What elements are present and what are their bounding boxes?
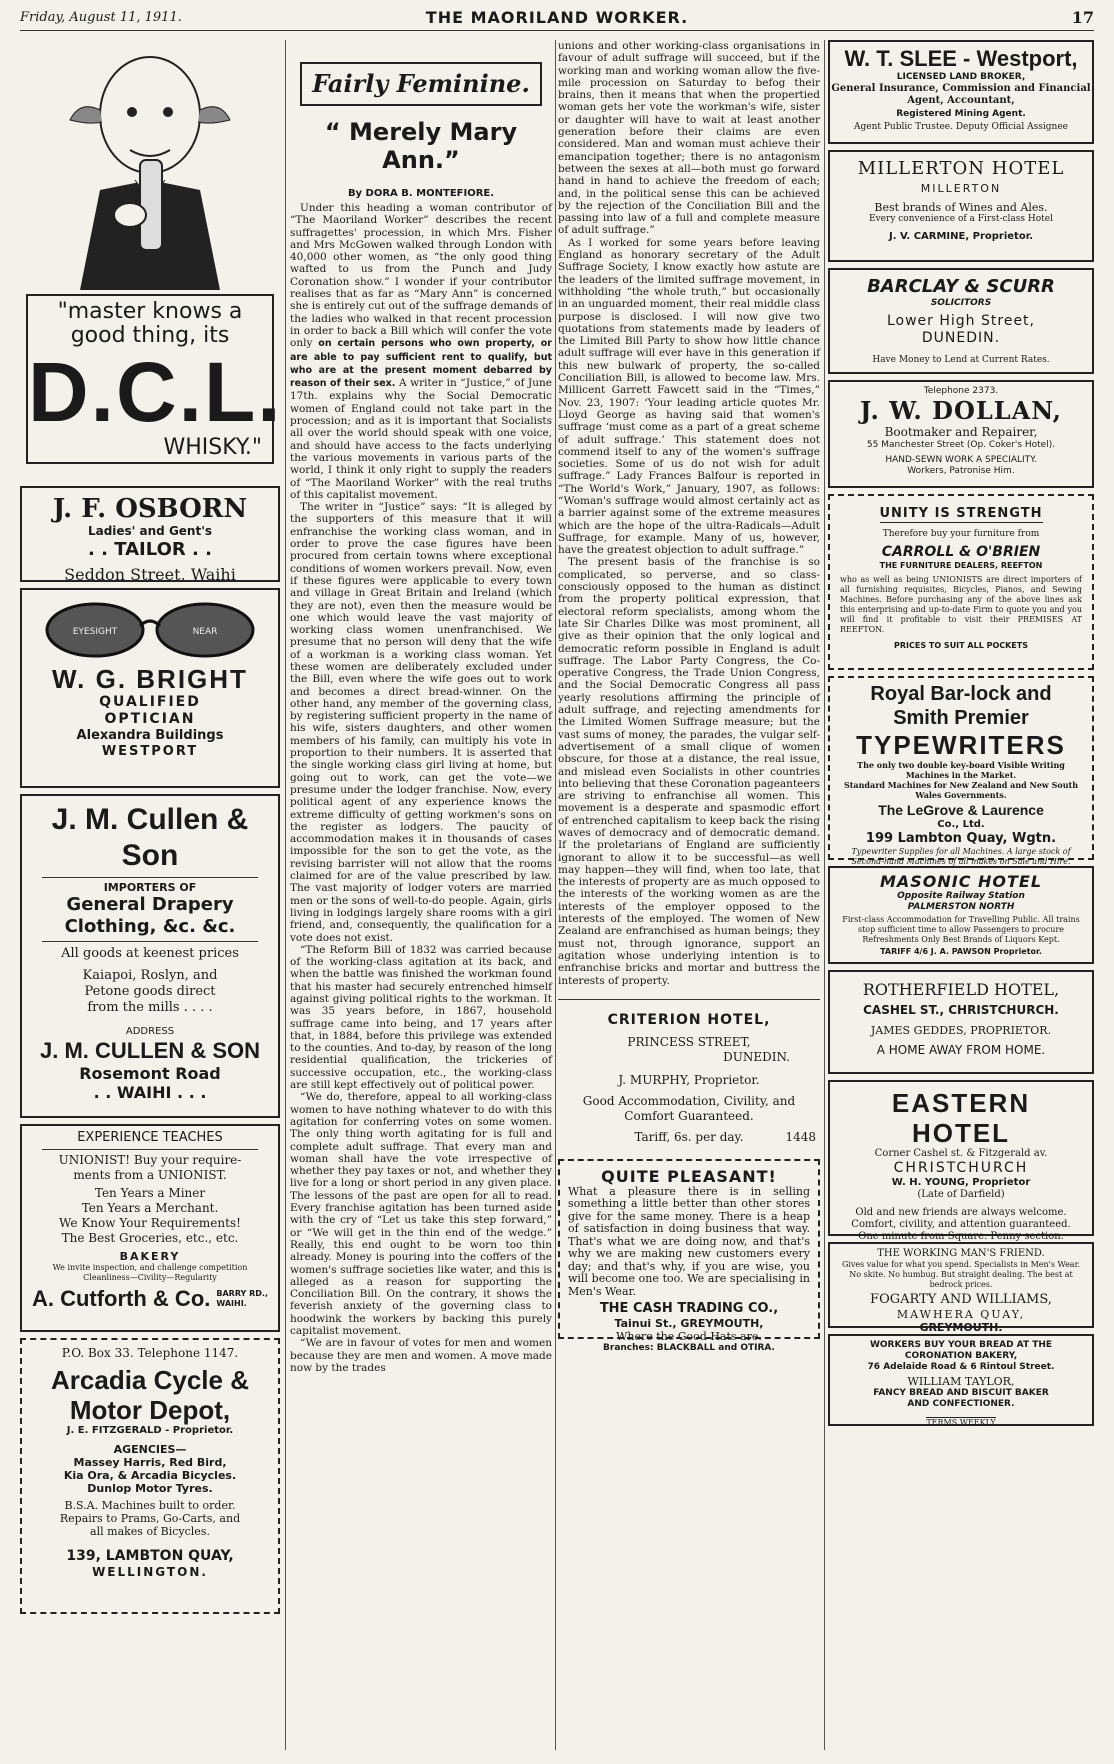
- ad-masonic-hotel: [828, 866, 1094, 964]
- royal-name-3: TYPEWRITERS: [856, 730, 1066, 760]
- millerton-place: MILLERTON: [920, 182, 1002, 195]
- osborn-address: Seddon Street, Waihi: [64, 565, 236, 584]
- cullen-goods-2: Clothing, &c. &c.: [64, 916, 236, 937]
- millerton-line-2: Every convenience of a First-class Hotel: [869, 214, 1053, 224]
- arcadia-agency-1: Massey Harris, Red Bird,: [73, 1456, 227, 1469]
- experience-line-1: UNIONIST! Buy your require-: [58, 1153, 242, 1167]
- ad-cullen-drapery: [20, 794, 280, 1118]
- article-para: The writer in “Justice” says: “It is alleged by the supporters of this measure that it will enfranchise the working class woman, and in order to prove the case figures have been procured from certain towns where exceptional conditions of women workers prevail. Now, even if these figures were applicable to every town and village in Great Britain and Ireland (which they are not), even then the measure would be one which would leave the vast majority of working class women unenfranchised. We presume that no person will deny that the wife of a workman is a working class woman. Yet these women are deliberately excluded under the Bill, even where the wife goes out to work and becomes a direct bread-winner. On the other hand, any member of the governing class, by registering sufficient property in the name of his wife, sisters daughters, and other women members of his family, can multiply his vote in proportion to their numbers. It is asserted that the single working class girl living at home, but going out to work, can get the vote—we presume under the lodger franchise. Now, every political agent of any experience knows the extreme difficulty of getting workmen's sons on the register as lodgers. The paucity of accommodation makes it in thousands of cases impossible for the son to get the vote, as the revising barrister will not allow that the rooms claimed for are of the value prescribed by law. The vast majority of lodger voters are married men or the sons of well-to-do people. Again, girls living in lodgings largely share rooms with a girl friend, and, consequently, the qualification for a vote does not exist.: [290, 501, 552, 944]
- osborn-name: J. F. OSBORN: [52, 494, 248, 524]
- bakery-line-4: WILLIAM TAYLOR,: [907, 1375, 1015, 1388]
- experience-line-2: ments from a UNIONIST.: [73, 1168, 227, 1182]
- eastern-line-5: Old and new friends are always welcome. Comfort, civility, and attention guaranteed. One minute from Square. Penny section.: [851, 1207, 1071, 1242]
- cullen-importers: IMPORTERS OF: [103, 881, 197, 894]
- ad-dcl-whisky: [20, 40, 283, 480]
- cullen-name: J. M. Cullen & Son: [51, 803, 249, 872]
- millerton-proprietor: J. V. CARMINE, Proprietor.: [888, 231, 1034, 242]
- dollan-line-3: HAND-SEWN WORK A SPECIALITY.: [885, 455, 1037, 465]
- issue-date: Friday, August 11, 1911.: [20, 10, 182, 25]
- article-body-col3: [558, 40, 820, 987]
- experience-line-6: The Best Groceries, etc., etc.: [61, 1231, 239, 1245]
- fogarty-heading: THE WORKING MAN'S FRIEND.: [877, 1248, 1045, 1259]
- eastern-line-4: (Late of Darfield): [917, 1189, 1005, 1200]
- criterion-tariff-row: [558, 1130, 820, 1145]
- arcadia-proprietor: J. E. FITZGERALD - Proprietor.: [66, 1425, 234, 1436]
- criterion-tariff: Tariff, 6s. per day.: [634, 1129, 744, 1144]
- ad-bright-optician: [20, 588, 280, 788]
- barclay-line-3: DUNEDIN.: [921, 330, 1001, 346]
- masonic-line-4: TARIFF 4/6 J. A. PAWSON Proprietor.: [880, 947, 1042, 956]
- article-para: “We do, therefore, appeal to all working-class women to have nothing whatever to do with this agitation for conferring votes on some women. The only thing worth agitating for is full and complete adult suffrage. That every man and woman shall have the vote irrespective of whether they pay taxes or not, and whether they live for a long or short period in any given place. The lessons of the past are open for all to read. Every franchise agitation has been turned aside with the cry of “Let us take this step forward,” or “We will get in the thin end of the wedge.” Really, this end ought to be worn too thin already. Money is pouring into the coffers of the women's suffrage societies like water, and this is alleged as a reason for supporting the Conciliation Bill. On the contrary, it shows the feverish anxiety of the governing class to hoodwink the workers by backing this purely capitalist movement.: [290, 1091, 552, 1338]
- carroll-line-4: PRICES TO SUIT ALL POCKETS: [894, 641, 1028, 650]
- experience-heading: EXPERIENCE TEACHES: [77, 1130, 223, 1145]
- cullen-road: Rosemont Road: [79, 1064, 221, 1083]
- barclay-line-2: Lower High Street,: [886, 313, 1035, 329]
- barclay-line-1: SOLICITORS: [930, 298, 992, 308]
- barclay-line-4: Have Money to Lend at Current Rates.: [872, 355, 1050, 365]
- arcadia-city: WELLINGTON.: [92, 1565, 208, 1579]
- criterion-street: PRINCESS STREET,: [627, 1034, 751, 1049]
- osborn-sub: Ladies' and Gent's: [87, 524, 213, 538]
- lens-left-label: EYESIGHT: [72, 627, 118, 637]
- section-title: Fairly Feminine.: [312, 69, 530, 98]
- royal-desc-3: Typewriter Supplies for all Machines. A large stock of Second-hand Machines of all makes on Sale and Hire.: [851, 847, 1071, 866]
- criterion-city: DUNEDIN.: [723, 1049, 790, 1064]
- cutforth-addr-1: BARRY RD.,: [216, 1289, 269, 1298]
- fogarty-line-2: MAWHERA QUAY,: [896, 1308, 1026, 1321]
- column-3: [558, 40, 820, 1354]
- column-2-article: [290, 40, 552, 1374]
- cullen-name-2: J. M. CULLEN & SON: [39, 1038, 260, 1063]
- carroll-line-1: Therefore buy your furniture from: [882, 529, 1040, 539]
- dollan-name: J. W. DOLLAN,: [860, 396, 1062, 425]
- dollan-line-2: 55 Manchester Street (Op. Coker's Hotel).: [866, 440, 1056, 450]
- experience-line-4: Ten Years a Merchant.: [81, 1201, 219, 1215]
- rotherfield-line-1: CASHEL ST., CHRISTCHURCH.: [863, 1003, 1059, 1017]
- ad-coronation-bakery: [828, 1334, 1094, 1426]
- cash-tagline: Where the Good Hats are.: [616, 1330, 762, 1344]
- fogarty-name: FOGARTY AND WILLIAMS,: [870, 1292, 1052, 1307]
- arcadia-agencies: AGENCIES—: [113, 1443, 187, 1456]
- ad-royal-typewriters: [828, 676, 1094, 866]
- slee-line-5: Agent Public Trustee. Deputy Official Assignee: [853, 122, 1068, 132]
- dcl-slogan-line-2: good thing, its: [70, 323, 230, 348]
- ad-dollan-bootmaker: [828, 380, 1094, 488]
- carroll-line-3: who as well as being UNIONISTS are direct importers of all furnishing requisites, Bicycles, Pianos, and Sewing Machines. Before purchasing any of the above lines ask this enterprising and up-to-date Firm to quote you and you will find it profitable to visit their PREMISES AT REEFTON.: [840, 575, 1082, 634]
- slee-line-3: Agent, Accountant,: [907, 95, 1015, 106]
- column-rule: [824, 40, 825, 1750]
- article-title: “ Merely Mary Ann.”: [324, 118, 518, 174]
- column-rule: [555, 40, 556, 1750]
- carroll-heading: UNITY IS STRENGTH: [879, 506, 1043, 521]
- bakery-line-5: FANCY BREAD AND BISCUIT BAKER: [873, 1388, 1049, 1398]
- ad-cash-trading: [558, 1159, 820, 1354]
- page-number: 17: [1071, 8, 1094, 27]
- bright-optician: OPTICIAN: [104, 711, 196, 727]
- cash-heading: QUITE PLEASANT!: [601, 1166, 777, 1186]
- millerton-name: MILLERTON HOTEL: [857, 158, 1065, 179]
- osborn-trade: . . TAILOR . .: [88, 539, 212, 560]
- ad-cutforth-grocers: [20, 1124, 280, 1332]
- arcadia-name-1: Arcadia Cycle &: [51, 1365, 249, 1395]
- ad-criterion-hotel: [558, 999, 820, 1145]
- dcl-slogan-line-1: "master knows a: [57, 299, 243, 324]
- arcadia-agency-2: Kia Ora, & Arcadia Bicycles.: [63, 1469, 237, 1482]
- carroll-line-2: THE FURNITURE DEALERS, REEFTON: [879, 561, 1043, 570]
- experience-invite: We invite inspection, and challenge competition: [52, 1263, 248, 1272]
- paper-title: THE MAORILAND WORKER.: [425, 8, 689, 27]
- rotherfield-name: ROTHERFIELD HOTEL,: [862, 980, 1060, 999]
- cullen-mills-3: from the mills . . . .: [87, 1000, 213, 1015]
- ad-carroll-obrien: [828, 494, 1094, 670]
- arcadia-note-1: B.S.A. Machines built to order.: [64, 1499, 236, 1512]
- ad-millerton-hotel: [828, 150, 1094, 262]
- section-banner: [300, 62, 542, 106]
- bakery-line-1: WORKERS BUY YOUR BREAD AT THE: [869, 1340, 1053, 1350]
- bakery-line-6: AND CONFECTIONER.: [907, 1399, 1015, 1409]
- cash-address: Tainui St., GREYMOUTH,: [614, 1317, 764, 1331]
- ad-barclay-scurr: [828, 268, 1094, 374]
- criterion-proprietor: J. MURPHY, Proprietor.: [618, 1072, 760, 1087]
- ad-eastern-hotel: [828, 1080, 1094, 1242]
- article-para: “The Reform Bill of 1832 was carried because of the working-class agitation at its back, and when the battle was finished the workman found that his master had securely entrenched himself against giving political rights to the workman. It was 35 years before, in 1867, household suffrage came into being, and 17 years after that, in 1884, before this privilege was extended to the counties. And to-day, by reason of the long residential qualification, the trickeries of successive occupation, etc., the working-class are still kept effectively out of political power.: [290, 943, 552, 1092]
- arcadia-name-2: Motor Depot,: [69, 1395, 231, 1425]
- fogarty-line-1: Gives value for what you spend. Specialists in Men's Wear. No skite. No humbug. But straight dealing. The best at bedrock prices.: [841, 1260, 1081, 1289]
- dcl-slogan-line-3: WHISKY.": [163, 435, 262, 460]
- column-rule: [285, 40, 286, 1750]
- bakery-line-2: CORONATION BAKERY,: [904, 1351, 1018, 1361]
- eastern-line-1: Corner Cashel st. & Fitzgerald av.: [874, 1148, 1048, 1159]
- cullen-goods-1: General Drapery: [66, 894, 234, 915]
- barclay-name: BARCLAY & SCURR: [867, 276, 1055, 297]
- bakery-line-7: TERMS WEEKLY: [926, 1418, 996, 1427]
- bakery-line-3: 76 Adelaide Road & 6 Rintoul Street.: [867, 1362, 1055, 1372]
- cash-branches: Branches: BLACKBALL and OTIRA.: [603, 1343, 775, 1354]
- article-body-col2: [290, 202, 552, 1374]
- dcl-slogan-panel: [26, 294, 283, 464]
- arcadia-note-3: all makes of Bicycles.: [90, 1525, 210, 1538]
- eastern-line-3: W. H. YOUNG, Proprietor: [891, 1177, 1031, 1188]
- article-emphasis: on certain persons who own property, or are able to pay sufficient rent to qualify, but who are at the present moment debarred by reason of their sex.: [290, 338, 552, 390]
- ad-arcadia-cycle: [20, 1338, 280, 1614]
- cullen-prices: All goods at keenest prices: [61, 946, 239, 961]
- ad-osborn-tailor: [20, 486, 280, 582]
- butler-illustration-icon: [20, 40, 280, 290]
- article-para: Under this heading a woman contributor of “The Maoriland Worker” describes the recent suffragettes' procession, in which Mrs. Fisher and Mrs McGowen walked through London with 40,000 other women, as “the only good thing wafted to us from the Punch and Judy Coronation show.” I wonder if your contributor realises that as far as “Mary Ann” is concerned she is entirely cut out of the suffrage demands of the ladies who walked in that recent procession in order to back a Bill which will confer the vote only: [290, 202, 552, 350]
- ad-fogarty-williams: [828, 1242, 1094, 1334]
- cullen-mills-1: Kaiapoi, Roslyn, and: [82, 968, 218, 983]
- eastern-line-2: CHRISTCHURCH: [893, 1160, 1029, 1176]
- column-1: [20, 40, 283, 1620]
- article-byline: By DORA B. MONTEFIORE.: [347, 188, 495, 199]
- bright-town: WESTPORT: [101, 744, 199, 759]
- royal-desc-1: The only two double key-board Visible Writing Machines in the Market.: [857, 760, 1065, 780]
- dollan-line-4: Workers, Patronise Him.: [907, 466, 1015, 476]
- lens-right-label: NEAR: [192, 627, 218, 637]
- royal-company: Co., Ltd.: [937, 819, 985, 830]
- experience-line-3: Ten Years a Miner: [94, 1186, 206, 1200]
- royal-firm: The LeGrove & Laurence: [878, 802, 1044, 818]
- cutforth-name: A. Cutforth & Co.: [31, 1286, 211, 1311]
- masonic-line-2: PALMERSTON NORTH: [907, 902, 1015, 912]
- article-para: A writer in “Justice,” of June 17th. explains why the Social Democratic women of England could not take part in the procession; and as it is important that Socialists all over the world should speak with one voice, and should have access to the facts underlying the various movements in various parts of the world, I think it only right to supply the readers of “The Maoriland Worker” with the real truths of this capitalist movement.: [290, 377, 552, 501]
- masonic-line-1: Opposite Railway Station: [897, 891, 1025, 901]
- cullen-mills-2: Petone goods direct: [84, 984, 216, 999]
- slee-line-2: General Insurance, Commission and Financial: [831, 83, 1091, 94]
- cullen-address-label: ADDRESS: [125, 1026, 175, 1037]
- eastern-name: EASTERN HOTEL: [891, 1088, 1031, 1148]
- royal-name-1: Royal Bar-lock and: [870, 683, 1052, 705]
- experience-line-5: We Know Your Requirements!: [59, 1216, 241, 1230]
- article-para: “We are in favour of votes for men and women because they are men and women. A move made now by the trades: [290, 1337, 552, 1374]
- royal-desc-2: Standard Machines for New Zealand and New South Wales Governments.: [843, 780, 1079, 800]
- criterion-name: CRITERION HOTEL,: [607, 1011, 771, 1028]
- masthead: [20, 8, 1094, 31]
- rotherfield-line-3: A HOME AWAY FROM HOME.: [876, 1043, 1046, 1057]
- ad-slee-broker: [828, 40, 1094, 144]
- article-para: As I worked for some years before leaving England as honorary secretary of the Adult Suffrage Society, I know exactly how astute are the leaders of the limited suffrage movement, in withholding “the whole truth,” but occasionally in an unguarded moment, their real middle class purpose is disclosed. I will now give two quotations from statements made by leaders of the Limited Bill Party to show how little chance adult suffrage will ever have in this generation if this new bulwark of property, the so-called Conciliation Bill, is allowed to become law. Mrs. Millicent Garrett Fawcett said in the “Times,” Nov. 23, 1907: ‘Your leading article quotes Mr. Lloyd George as having said that women's suffrage ‘must come as a part of a great scheme of adult suffrage.’ This statement does not commend itself to any of the women's suffrage societies. Some of us do not wish for adult suffrage.” Lady Frances Balfour is reported in “The World's Work,” January, 1907, as follows: “Woman's suffrage would almost certainly act as a barrier against some of the extreme measures which are the hope of the ultra-Radicals—Adult Suffrage, for example. Many of us, however, have the greatest objection to adult suffrage.”: [558, 236, 820, 557]
- carroll-name: CARROLL & O'BRIEN: [881, 544, 1041, 560]
- experience-bakery: BAKERY: [119, 1250, 181, 1263]
- column-4: [828, 40, 1094, 1432]
- dollan-telephone: Telephone 2373.: [923, 386, 999, 396]
- slee-line-1: LICENSED LAND BROKER,: [896, 72, 1026, 82]
- cash-body: What a pleasure there is in selling something a little better than other stores give for the same money. There is a heap of satisfaction in doing business that way. That's what we are doing now, and that's why we are making new customers every day; and that's why, if you are wise, you will become one too. We are specialising in Men's Wear.: [568, 1184, 810, 1298]
- article-para: unions and other working-class organisations in favour of adult suffrage will succeed, but if the working man and working woman allow the five-mile procession on Saturday to befog their brains, then it means that when the propertied woman gets her vote the workman's wife, sister or daughter will have to wait at least another generation before their claims are even considered. Man and woman must achieve their emancipation together; there is no antagonism between the sexes at all—both must go forward hand in hand to achieve the freedom of each; and, in the political sense this can be achieved by the rejection of the Conciliation Bill and the passing into law of a full and complete measure of adult suffrage.”: [558, 40, 820, 237]
- royal-address: 199 Lambton Quay, Wgtn.: [865, 831, 1057, 846]
- masonic-name: MASONIC HOTEL: [879, 872, 1043, 891]
- rotherfield-line-2: JAMES GEDDES, PROPRIETOR.: [870, 1024, 1052, 1037]
- fogarty-line-3: GREYMOUTH.: [919, 1321, 1003, 1334]
- experience-motto: Cleanliness—Civility—Regularity: [83, 1273, 217, 1282]
- masonic-line-3: First-class Accommodation for Travelling Public. All trains stop sufficient time to allow Passengers to procure Refreshments Only Best Brands of Liquors Kept.: [842, 915, 1080, 944]
- bright-name: W. G. BRIGHT: [52, 664, 248, 694]
- cullen-town: . . WAIHI . . .: [93, 1083, 207, 1102]
- dollan-line-1: Bootmaker and Repairer,: [884, 425, 1038, 439]
- royal-name-2: Smith Premier: [893, 707, 1029, 729]
- bright-building: Alexandra Buildings: [76, 728, 224, 743]
- arcadia-agency-3: Dunlop Motor Tyres.: [87, 1482, 213, 1495]
- bright-qualified: QUALIFIED: [99, 694, 201, 710]
- dcl-brand: D.C.L.: [28, 345, 283, 439]
- millerton-line-1: Best brands of Wines and Ales.: [874, 201, 1048, 214]
- arcadia-address: 139, LAMBTON QUAY,: [66, 1548, 234, 1564]
- slee-line-4: Registered Mining Agent.: [896, 109, 1026, 119]
- criterion-accommodation: Good Accommodation, Civility, and Comfort Guaranteed.: [582, 1093, 796, 1123]
- cutforth-signature: [22, 1286, 278, 1312]
- ad-rotherfield-hotel: [828, 970, 1094, 1074]
- arcadia-contact: P.O. Box 33. Telephone 1147.: [61, 1346, 239, 1360]
- criterion-ad-number: 1448: [785, 1129, 816, 1144]
- article-para: The present basis of the franchise is so complicated, so perverse, and so class-consciously opposed to the human as distinct from the property political expression, that electoral reform specialists, among whom the late Sir Charles Dilke was most prominent, all give as their opinion that the only logical and democratic reform possible in England is adult suffrage. The Labor Party Congress, the Co-operative Congress, the Trade Union Congress, and the Social Democratic Congress all pass yearly resolutions affirming the principle of adult suffrage, and rejecting amendments for the Limited Women Suffrage measure; but the vast sums of money, the parades, the vulgar self-advertisement of a small clique of women obscure, for those at a distance, the real issue, and mislead even Socialists in other countries into believing that these Coronation pageanteers are striving to enfranchise all women. This movement is a desperate and spasmodic effort of entrenched capitalism to keep back the rising waves of democracy and of democratic demand. If the proletarians of England are sufficiently ignorant to allow it to be successful—as well may happen—they will find, when too late, that the interests of property are as much opposed to the interests of the working women as are the interests of the employer opposed to the interests of the employed. The women of New Zealand are enfranchised as human beings; they must not, through ignorance, support an agitation whose underlying intention is to enfranchise bricks and mortar and buttress the interests of property.: [558, 556, 820, 987]
- cutforth-addr-2: WAIHI.: [216, 1299, 247, 1308]
- arcadia-note-2: Repairs to Prams, Go-Carts, and: [59, 1512, 241, 1525]
- slee-name: W. T. SLEE - Westport,: [844, 46, 1078, 71]
- cash-name: THE CASH TRADING CO.,: [599, 1301, 779, 1317]
- spectacles-icon: [40, 598, 260, 660]
